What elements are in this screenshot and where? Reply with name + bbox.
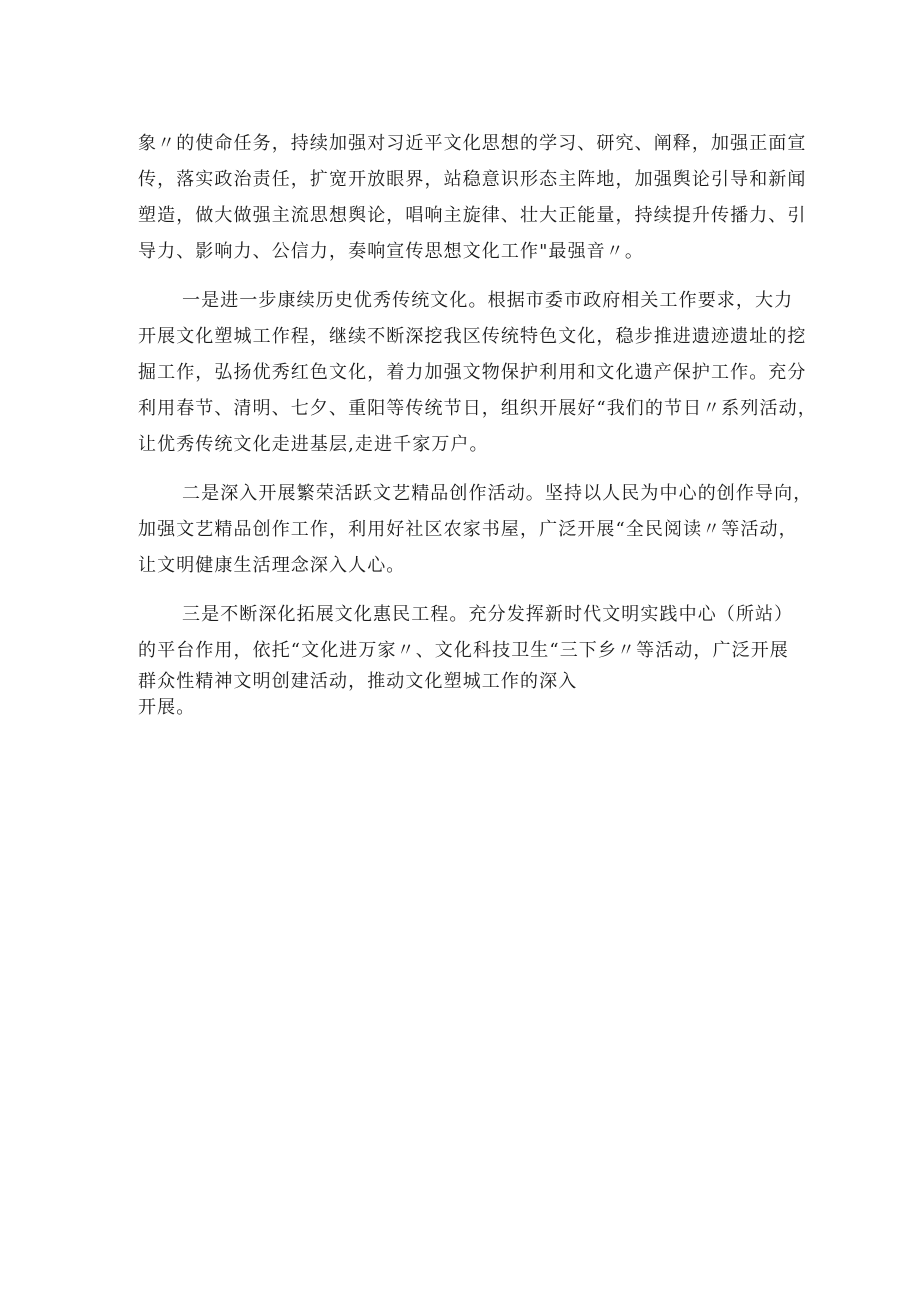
paragraph-3 <box>138 476 813 584</box>
text-line: 的平台作用，依托“文化进万家〃、文化科技卫生“三下乡〃等活动，广泛开展 <box>138 640 789 661</box>
paragraph-2 <box>138 283 817 463</box>
text-line: 开展文化塑城工作程，继续不断深挖我区传统特色文化，稳步推进遗迹遗址的挖 <box>138 326 807 347</box>
text-line: 传，落实政治责任，扩宽开放眼界，站稳意识形态主阵地，加强舆论引导和新闻 <box>138 169 807 190</box>
text-line: 让文明健康生活理念深入人心。 <box>138 555 406 576</box>
text-line: 一是进一步康续历史优秀传统文化。根据市委市政府相关工作要求，大力 <box>182 290 794 311</box>
text-line: 三是不断深化拓展文化惠民工程。充分发挥新时代文明实践中心（所站） <box>182 604 794 625</box>
text-line: 加强文艺精品创作工作，利用好社区农家书屋，广泛开展“全民阅读〃等活动， <box>138 519 798 540</box>
text-line: 二是深入开展繁荣活跃文艺精品创作活动。坚持以人民为中心的创作导向， <box>182 483 813 504</box>
paragraph-1 <box>138 126 807 270</box>
paragraph-4 <box>138 597 798 721</box>
text-line: 象〃的使命任务，持续加强对习近平文化思想的学习、研究、阐释，加强正面宣 <box>138 133 807 154</box>
text-line: 利用春节、清明、七夕、重阳等传统节日，组织开展好“我们的节日〃系列活动， <box>138 398 817 419</box>
text-line: 让优秀传统文化走进基层,走进千家万户。 <box>138 434 489 455</box>
text-line: 导力、影响力、公信力，奏响宣传思想文化工作"最强音〃。 <box>138 241 644 262</box>
text-line: 群众性精神文明创建活动，推动文化塑城工作的深入 <box>138 671 578 692</box>
text-line: 塑造，做大做强主流思想舆论，唱响主旋律、壮大正能量，持续提升传播力、引 <box>138 205 807 226</box>
text-line: 开展。 <box>138 697 196 718</box>
document-body <box>138 126 817 721</box>
text-line: 掘工作，弘扬优秀红色文化，着力加强文物保护利用和文化遗产保护工作。充分 <box>138 362 807 383</box>
